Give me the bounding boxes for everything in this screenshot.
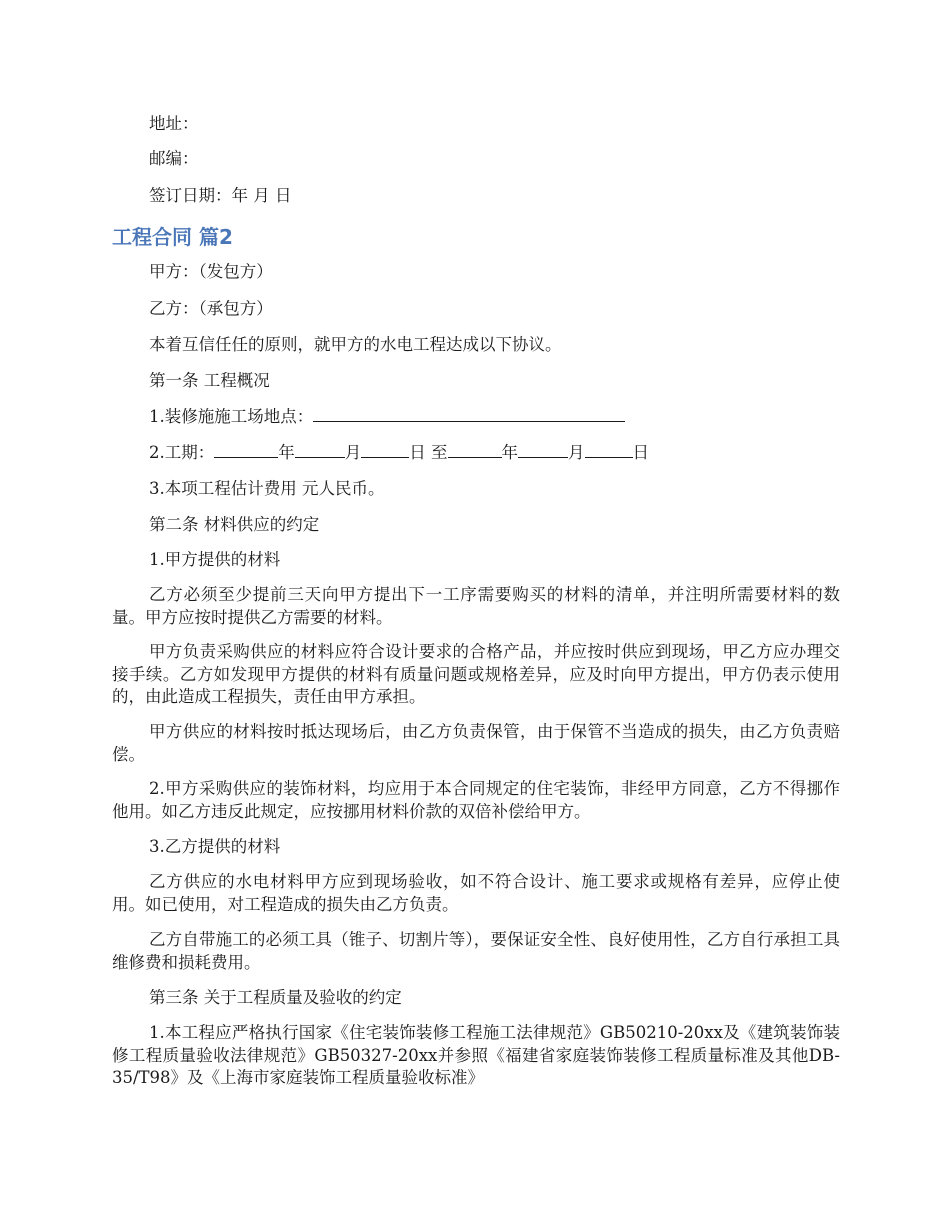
start-day-unit: 日 至 bbox=[409, 443, 448, 462]
site-location-blank bbox=[313, 407, 625, 422]
party-b: 乙方：（承包方） bbox=[149, 299, 273, 318]
end-month-unit: 月 bbox=[568, 443, 585, 462]
end-year-unit: 年 bbox=[501, 443, 518, 462]
article-2-paragraph-2: 甲方负责采购供应的材料应符合设计要求的合格产品，并应按时供应到现场，甲乙方应办理交接手续。乙方如发现甲方提供的材料有质量问题或规格差异，应及时向甲方提出，甲方仍表示使用的，由此造成工程损失，责任由甲方承担。 bbox=[112, 642, 840, 706]
address-label: 地址： bbox=[149, 114, 199, 133]
article-1-title: 第一条 工程概况 bbox=[149, 371, 270, 390]
start-month-blank bbox=[295, 443, 345, 458]
article-2-item-3-title: 3.乙方提供的材料 bbox=[149, 837, 281, 856]
article-2-paragraph-4: 2.甲方采购供应的装饰材料，均应用于本合同规定的住宅装饰，非经甲方同意，乙方不得挪作他用。如乙方违反此规定，应按挪用材料价款的双倍补偿给甲方。 bbox=[112, 779, 840, 821]
sign-date-label: 签订日期：年 月 日 bbox=[149, 186, 292, 205]
section-heading: 工程合同 篇2 bbox=[112, 225, 233, 249]
article-2-title: 第二条 材料供应的约定 bbox=[149, 515, 320, 534]
article-2-paragraph-1: 乙方必须至少提前三天向甲方提出下一工序需要购买的材料的清单，并注明所需要材料的数量。甲方应按时提供乙方需要的材料。 bbox=[112, 585, 840, 627]
article-2-paragraph-6: 乙方自带施工的必须工具（锥子、切割片等），要保证安全性、良好使用性，乙方自行承担工具维修费和损耗费用。 bbox=[112, 930, 840, 972]
period-line bbox=[149, 443, 649, 463]
start-year-blank bbox=[214, 443, 278, 458]
end-year-blank bbox=[448, 443, 502, 458]
postcode-label: 邮编： bbox=[149, 149, 199, 168]
article-2-paragraph-5: 乙方供应的水电材料甲方应到现场验收，如不符合设计、施工要求或规格有差异，应停止使用。如已使用，对工程造成的损失由乙方负责。 bbox=[112, 872, 840, 914]
article-2-paragraph-3: 甲方供应的材料按时抵达现场后，由乙方负责保管，由于保管不当造成的损失，由乙方负责赔偿。 bbox=[112, 722, 840, 764]
intro-text: 本着互信任任的原则，就甲方的水电工程达成以下协议。 bbox=[149, 335, 562, 354]
site-location-line bbox=[149, 407, 625, 427]
start-month-unit: 月 bbox=[344, 443, 362, 462]
end-day-blank bbox=[585, 443, 633, 458]
article-3-paragraph-1: 1.本工程应严格执行国家《住宅装饰装修工程施工法律规范》GB50210-20xx及《建筑装饰装修工程质量验收法律规范》GB50327-20xx并参照《福建省家庭装饰装修工程质量标准及其他DB-35/T98》及《上海市家庭装饰工程质量验收标准》 bbox=[112, 1023, 840, 1087]
estimated-cost: 3.本项工程估计费用 元人民币。 bbox=[149, 479, 385, 498]
end-day-unit: 日 bbox=[632, 443, 649, 462]
start-year-unit: 年 bbox=[278, 443, 295, 462]
end-month-blank bbox=[518, 443, 568, 458]
article-2-item-1-title: 1.甲方提供的材料 bbox=[149, 550, 281, 569]
start-day-blank bbox=[361, 443, 409, 458]
site-location-label: 1.装修施施工场地点： bbox=[149, 407, 314, 426]
party-a: 甲方：（发包方） bbox=[149, 262, 273, 281]
article-3-title: 第三条 关于工程质量及验收的约定 bbox=[149, 988, 402, 1007]
period-label: 2.工期： bbox=[149, 443, 215, 462]
